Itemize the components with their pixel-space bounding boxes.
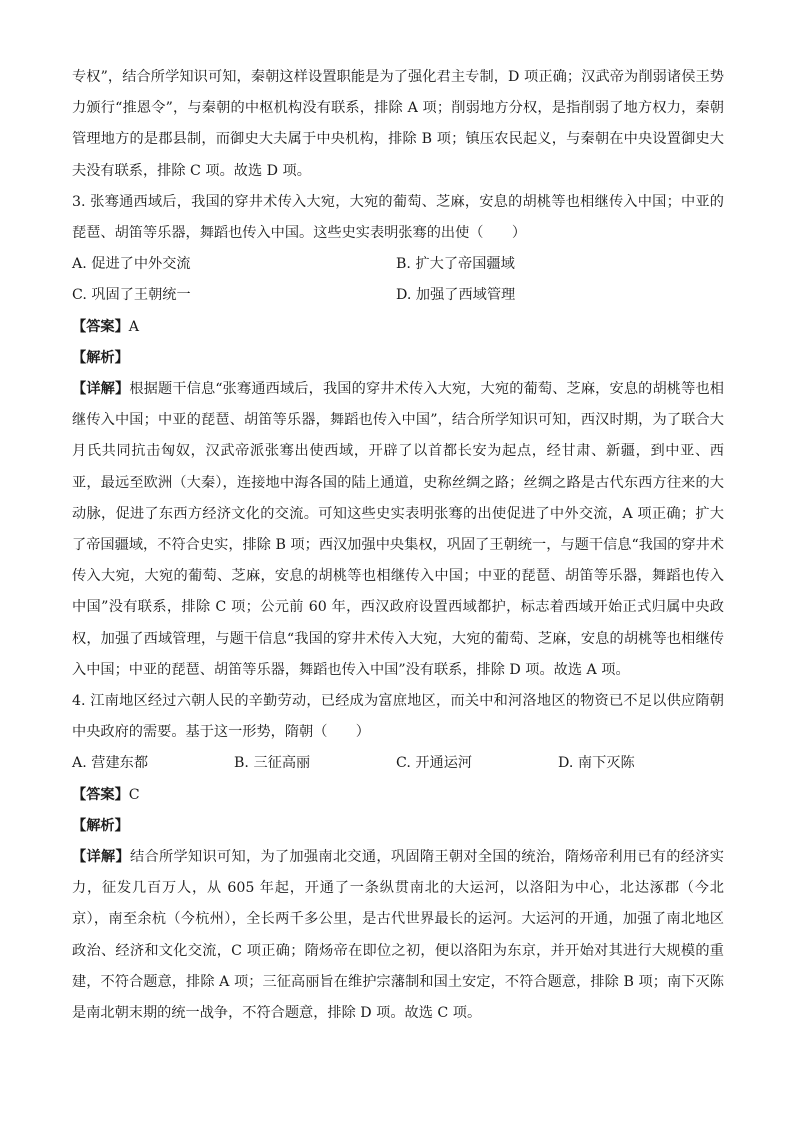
q3-option-a: A. 促进了中外交流 [72, 256, 191, 273]
q3-stem: 3. 张骞通西域后，我国的穿井术传入大宛，大宛的葡萄、芝麻，安息的胡桃等也相继传入中国；中亚的琵琶、胡笛等乐器，舞蹈也传入中国。这些史实表明张骞的出使（ ） [72, 193, 724, 242]
question-4 [72, 686, 724, 1029]
q4-option-b: B. 三征高丽 [234, 755, 311, 772]
q4-answer-tag: 【答案】 [72, 786, 129, 803]
q4-analysis-tag: 【解析】 [72, 817, 129, 834]
q4-stem: 4. 江南地区经过六朝人民的辛勤劳动，已经成为富庶地区，而关中和河洛地区的物资已不足以供应隋朝中央政府的需要。基于这一形势，隋朝（ ） [72, 693, 724, 741]
q3-option-c: C. 巩固了王朝统一 [72, 287, 191, 304]
q4-options-row [72, 748, 724, 779]
q3-options-row-2 [72, 280, 724, 311]
prev-explanation: 专权”，结合所学知识可知，秦朝这样设置职能是为了强化君主专制，D 项正确；汉武帝为削弱诸侯王势力颁行“推恩令”，与秦朝的中枢机构没有联系，排除 A 项；削弱地方分权，是指削弱了地方权力，秦朝管理地方的是郡县制，而御史大夫属于中央机构，排除 B 项；镇压农民起义，与秦朝在中央设置御史大夫没有联系，排除 C 项。故选 D 项。 [72, 69, 724, 179]
q3-detail-tag: 【详解】 [72, 381, 130, 398]
q3-option-b: B. 扩大了帝国疆域 [396, 256, 515, 273]
q3-answer [72, 312, 724, 343]
q4-detail-tag: 【详解】 [72, 849, 130, 866]
question-3 [72, 187, 724, 686]
q4-detail-text: 结合所学知识可知，为了加强南北交通，巩固隋王朝对全国的统治，隋炀帝利用已有的经济实力，征发几百万人，从 605 年起，开通了一条纵贯南北的大运河，以洛阳为中心，北达涿郡（今北京），南至余杭（今杭州），全长两千多公里，是古代世界最长的运河。大运河的开通，加强了南北地区政治、经济和文化交流，C 项正确；隋炀帝在即位之初，便以洛阳为东京，并开始对其进行大规模的重建，不符合题意，排除 A 项；三征高丽旨在维护宗藩制和国土安定，不符合题意，排除 B 项；南下灭陈是南北朝末期的统一战争，不符合题意，排除 D 项。故选 C 项。 [72, 849, 724, 1022]
q3-option-d: D. 加强了西域管理 [396, 287, 516, 304]
q4-option-d: D. 南下灭陈 [558, 755, 635, 772]
q3-answer-tag: 【答案】 [72, 318, 129, 335]
q3-answer-value: A [128, 318, 140, 335]
q3-analysis-tag: 【解析】 [72, 349, 129, 366]
q3-options-row-1 [72, 249, 724, 280]
q4-answer-value: C [128, 786, 140, 803]
q4-detail [72, 842, 724, 1029]
q3-detail-text: 根据题干信息“张骞通西域后，我国的穿井术传入大宛，大宛的葡萄、芝麻，安息的胡桃等也相继传入中国；中亚的琵琶、胡笛等乐器，舞蹈也传入中国”，结合所学知识可知，西汉时期，为了联合大月氏共同抗击匈奴，汉武帝派张骞出使西域，开辟了以首都长安为起点，经甘肃、新疆，到中亚、西亚，最远至欧洲（大秦），连接地中海各国的陆上通道，史称丝绸之路；丝绸之路是古代东西方往来的大动脉，促进了东西方经济文化的交流。可知这些史实表明张骞的出使促进了中外交流，A 项正确；扩大了帝国疆域，不符合史实，排除 B 项；西汉加强中央集权，巩固了王朝统一，与题干信息“我国的穿井术传入大宛，大宛的葡萄、芝麻，安息的胡桃等也相继传入中国；中亚的琵琶、胡笛等乐器，舞蹈也传入中国”没有联系，排除 C 项；公元前 60 年，西汉政府设置西域都护，标志着西域开始正式归属中央政权，加强了西域管理，与题干信息“我国的穿井术传入大宛，大宛的葡萄、芝麻，安息的胡桃等也相继传入中国；中亚的琵琶、胡笛等乐器，舞蹈也传入中国”没有联系，排除 D 项。故选 A 项。 [72, 381, 724, 678]
q4-option-c: C. 开通运河 [396, 755, 473, 772]
document-page [72, 62, 724, 1029]
q4-option-a: A. 营建东都 [72, 755, 149, 772]
q4-answer [72, 780, 724, 811]
q3-detail [72, 374, 724, 686]
